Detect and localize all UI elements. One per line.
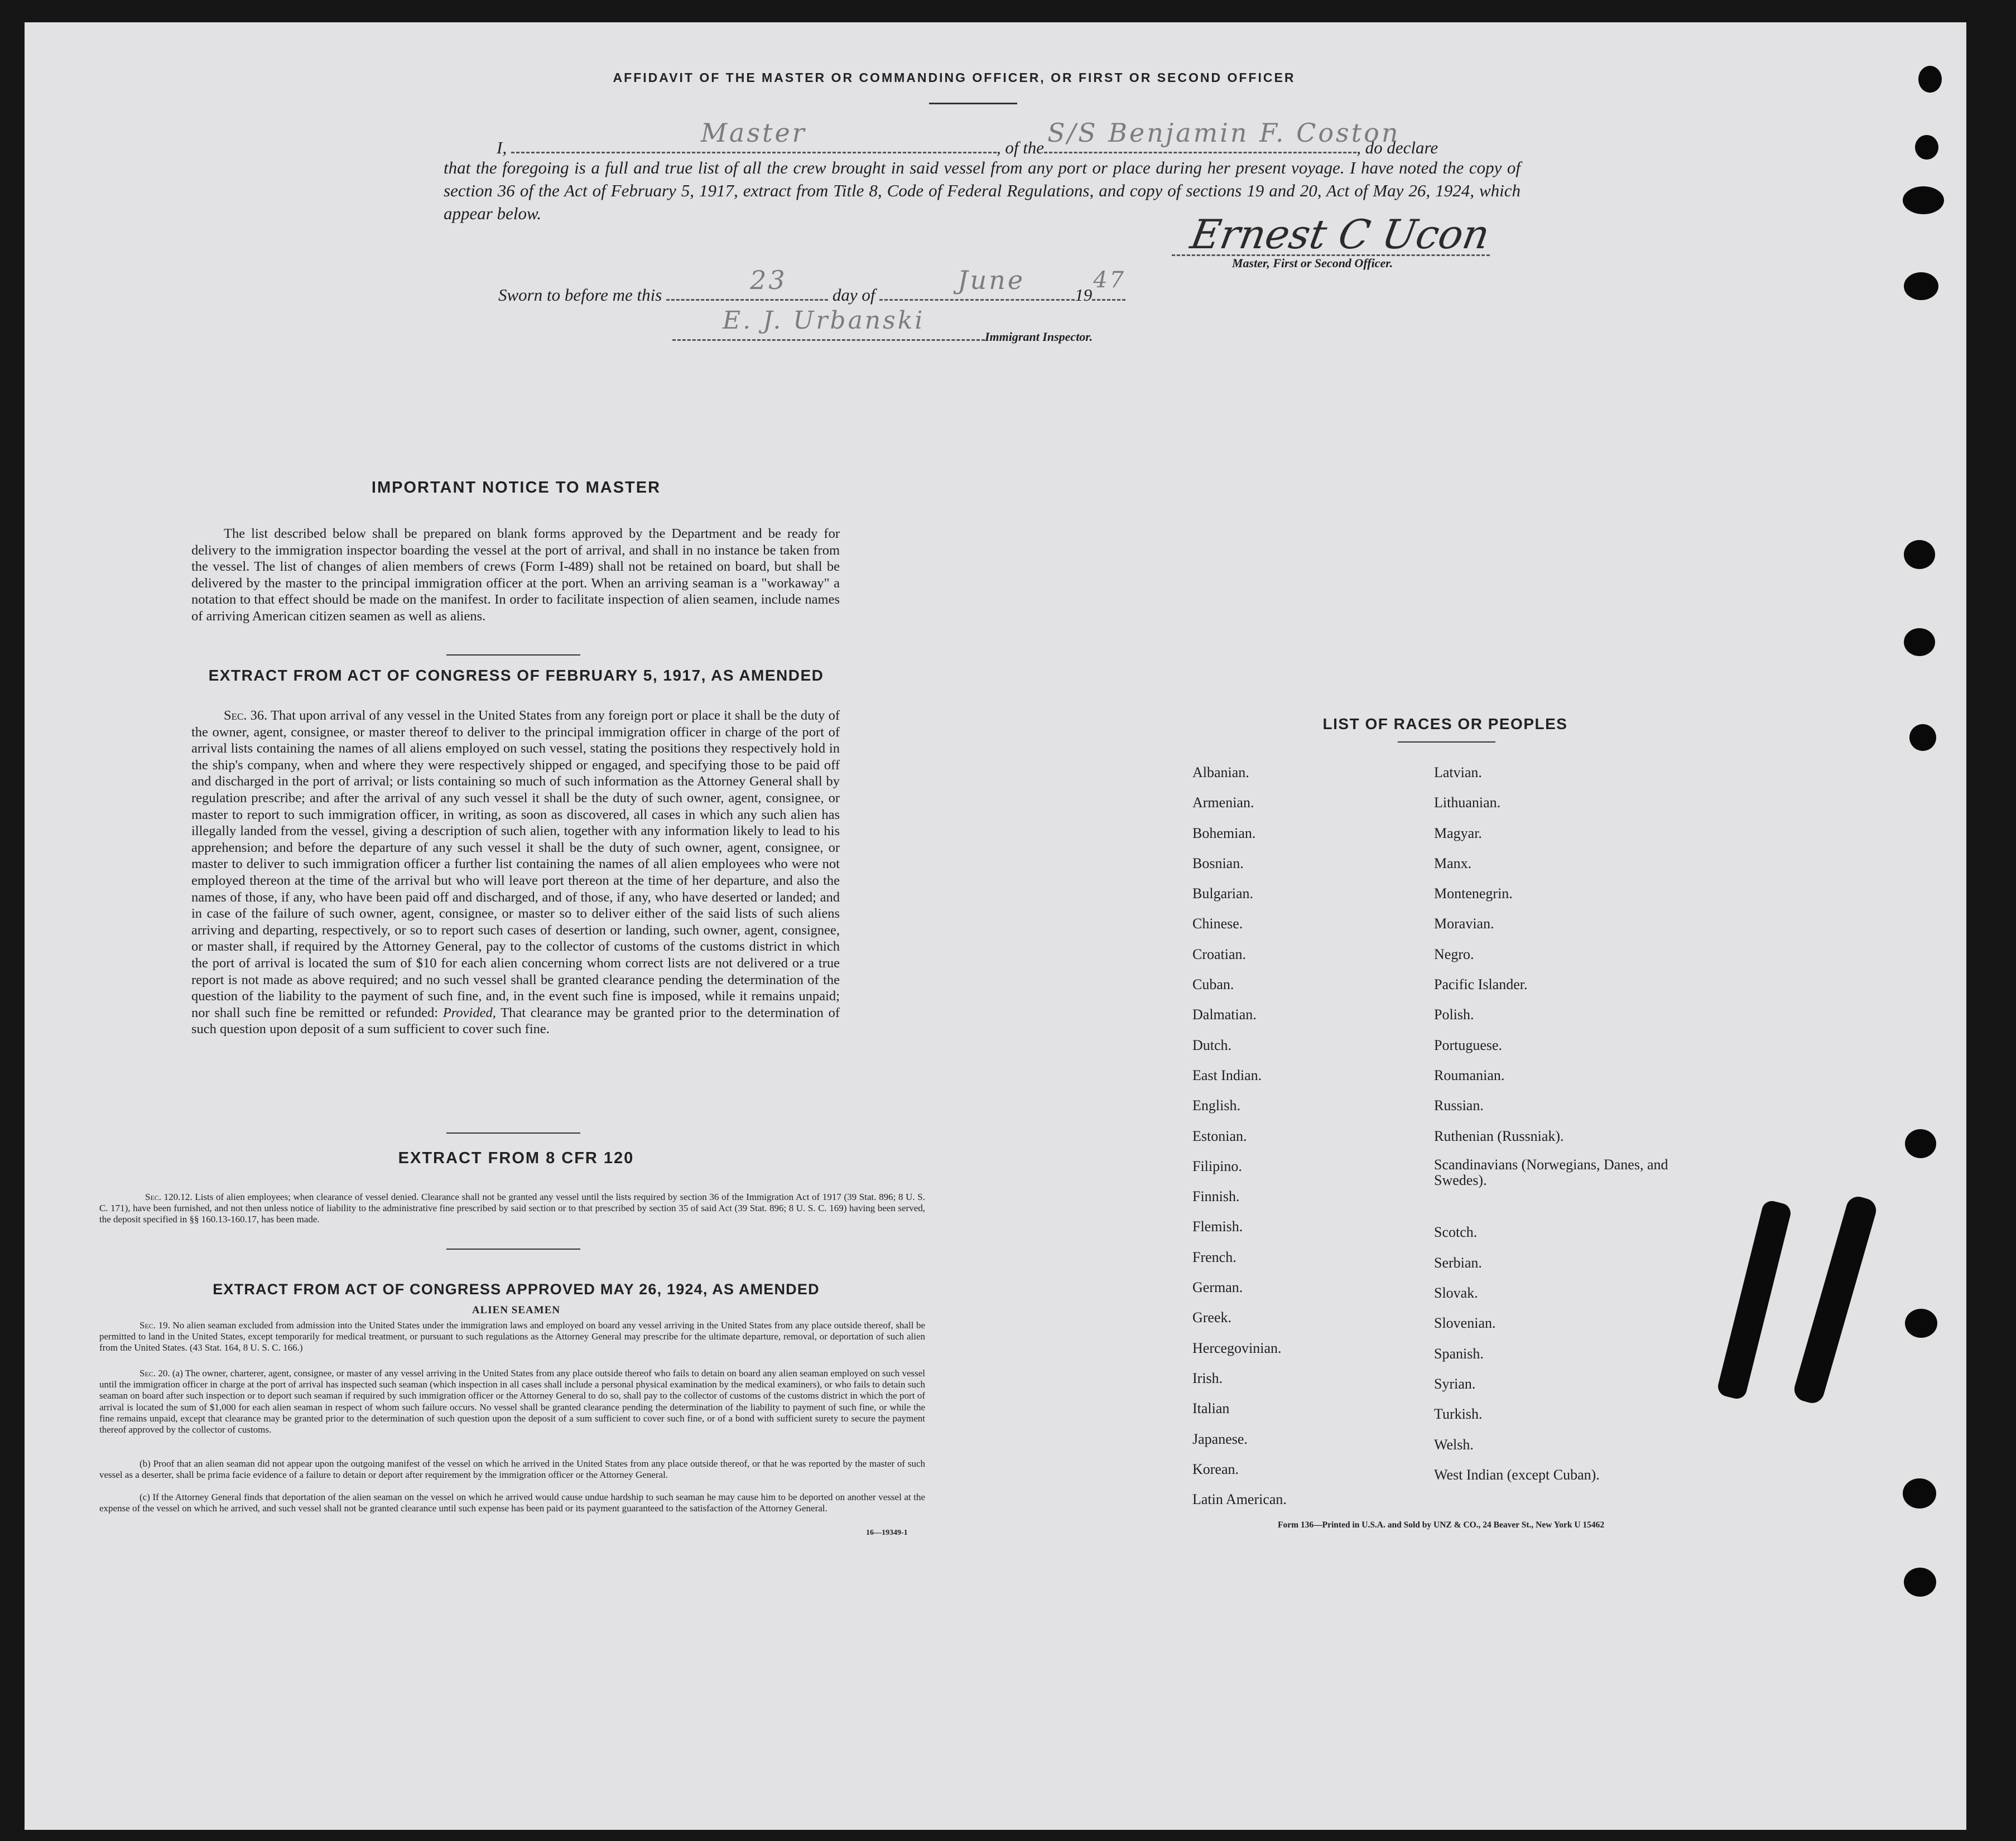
sec-19-text: No alien seaman excluded from admission into the United States under the immigration laws and employed on board any vessel arriving in the United States from any place outside thereof, shall be permitted to land in the United States, except temporarily for medical treatment, or pursuant to such regulations as the Attorney General may prescribe for the ultimate departure, removal, or deportation of such alien from the United States. (43 Stat. 164, 8 U. S. C. 166.) — [99, 1320, 926, 1353]
race-item: East Indian. — [1192, 1067, 1262, 1083]
race-item: Greek. — [1192, 1309, 1232, 1326]
notice-body: The list described below shall be prepared on blank forms approved by the Department and be ready for delivery to the immigration inspector boarding the vessel at the port of arrival, and shall in no instance be taken from the vessel. The list of changes of alien members of crews (Form I-489) shall not be retained on board, but shall be delivered by the master to the principal immigration officer at the port. When an arriving seaman is a "workaway" a notation to that effect should be made on the manifest. In order to facilitate inspection of alien seamen, include names of arriving American citizen seamen as well as aliens. — [191, 526, 840, 624]
cfr-body — [99, 1192, 925, 1226]
punch-hole — [1904, 628, 1935, 656]
printer-footer: Form 136—Printed in U.S.A. and Sold by UNZ & CO., 24 Beaver St., New York U 15462 — [1278, 1520, 1605, 1530]
punch-hole — [1905, 1129, 1936, 1158]
race-item: Bohemian. — [1192, 825, 1256, 841]
race-item: Portuguese. — [1434, 1037, 1503, 1053]
race-item: Moravian. — [1434, 915, 1494, 932]
affidavit-line1 — [497, 118, 1529, 159]
punch-hole — [1918, 66, 1942, 93]
affidavit-body: that the foregoing is a full and true list of all the crew brought in said vessel from any port or place during her present voyage. I have noted the copy of section 36 of the Act of February 5, 1917, extract from Title 8, Code of Federal Regulations, and copy of sections 19 and 20, Act of May 26, 1924, which appear below. — [444, 158, 1521, 223]
race-item: Syrian. — [1434, 1375, 1476, 1392]
race-item: Lithuanian. — [1434, 794, 1501, 811]
alien-seamen-subtitle: ALIEN SEAMEN — [471, 1304, 561, 1316]
race-item: Italian — [1192, 1400, 1230, 1417]
race-item: Slovenian. — [1434, 1315, 1496, 1332]
inspector-signature: E. J. Urbanski — [723, 306, 925, 335]
race-item: Cuban. — [1192, 976, 1234, 993]
extract-1917-body — [191, 707, 840, 1038]
extract-1917-rule — [446, 1132, 580, 1134]
year-handwritten: 47 — [1093, 267, 1127, 293]
notice-rule — [446, 654, 580, 656]
form-code: 16—19349-1 — [866, 1529, 908, 1537]
race-item: English. — [1192, 1097, 1240, 1114]
race-item: Korean. — [1192, 1461, 1239, 1477]
sec-120-label: Sec. 120.12. — [145, 1192, 193, 1202]
year-prefix: 19 — [1075, 285, 1093, 305]
inspector-caption: Immigrant Inspector. — [985, 330, 1093, 344]
races-title-rule — [1398, 741, 1495, 743]
races-left-column — [1192, 758, 1287, 1515]
affidavit-title-rule — [929, 103, 1017, 104]
day-field — [666, 265, 828, 301]
race-item: Welsh. — [1434, 1436, 1474, 1453]
punch-hole — [1905, 1309, 1937, 1338]
race-item: French. — [1192, 1249, 1236, 1265]
provided-text: That clearance may be granted prior to the determination of such question upon deposit of a sum sufficient to cover such fine. — [191, 1005, 840, 1037]
punch-hole — [1909, 724, 1936, 751]
race-item: German. — [1192, 1279, 1243, 1296]
race-item: Latin American. — [1192, 1491, 1287, 1508]
race-item: Albanian. — [1192, 764, 1249, 780]
sworn-label: Sworn to before me this — [498, 285, 662, 305]
day-of-label: day of — [832, 285, 875, 305]
race-item: Finnish. — [1192, 1188, 1240, 1205]
affidavit-declare: , do declare — [1356, 138, 1438, 157]
sec-20a-text: (a) The owner, charterer, agent, consignee, or master of any vessel arriving in the United States from any place outside thereof who fails to detain on board any alien seaman employed on such vessel until the immigration officer in charge at the port of arrival has inspected such seaman (which inspection in all cases shall include a personal physical examination by the medical examiners), or who fails to detain such seaman on board after such inspection or to deport such seaman if required by such immigration officer or the Attorney General to do so, shall pay to the collector of customs of the customs district in which the port of arrival is located the sum of $1,000 for each alien seaman in respect of whom such failure occurs. No vessel shall be granted clearance pending the determination of the liability to payment of such fine, or while the fine remains unpaid, except that clearance may be granted prior to the determination of such question upon the deposit of a sum sufficient to cover such fine, or of a bond with sufficient surety to secure the payment thereof approved by the collector of customs. — [99, 1368, 925, 1435]
extract-1924-title: EXTRACT FROM ACT OF CONGRESS APPROVED MAY 26, 1924, AS AMENDED — [213, 1281, 820, 1298]
races-title: LIST OF RACES OR PEOPLES — [1322, 715, 1568, 732]
punch-hole — [1903, 186, 1944, 214]
affidavit-i: I, — [497, 138, 507, 157]
race-item — [1434, 1187, 1674, 1217]
race-item: Filipino. — [1192, 1158, 1242, 1174]
master-name-field — [511, 118, 997, 153]
year-field — [1092, 267, 1127, 301]
master-name-handwritten: Master — [700, 118, 807, 148]
race-item: Magyar. — [1434, 825, 1482, 841]
race-item: Scandinavians (Norwegians, Danes, and Swedes). — [1434, 1156, 1668, 1188]
punch-hole — [1915, 135, 1938, 160]
punch-hole — [1904, 540, 1935, 569]
provided-label: Provided, — [442, 1005, 496, 1020]
cfr-title: EXTRACT FROM 8 CFR 120 — [398, 1149, 634, 1167]
race-item: Slovak. — [1434, 1285, 1478, 1302]
race-item: Bosnian. — [1192, 855, 1244, 871]
race-item: Dalmatian. — [1192, 1006, 1257, 1023]
race-item: Ruthenian (Russniak). — [1434, 1127, 1564, 1144]
day-handwritten: 23 — [750, 265, 787, 295]
race-item: Montenegrin. — [1434, 885, 1513, 902]
race-item: Dutch. — [1192, 1037, 1232, 1053]
race-item: West Indian (except Cuban). — [1434, 1466, 1600, 1483]
master-signature: Ernest C Ucon — [1187, 211, 1493, 258]
race-item: Serbian. — [1434, 1254, 1482, 1271]
race-item: Bulgarian. — [1192, 885, 1254, 902]
sec-20c-paragraph: (c) If the Attorney General finds that deportation of the alien seaman on the vessel on which he arrived would cause undue hardship to such seaman he may cause him to be deported on another vessel at the expense of the vessel on which he arrived, and such vessel shall not be granted clearance until such expense has been paid or its payment guaranteed to the satisfaction of the Attorney General. — [99, 1492, 925, 1514]
race-item: Latvian. — [1434, 764, 1482, 780]
race-item: Flemish. — [1192, 1218, 1243, 1235]
punch-hole — [1904, 272, 1938, 300]
race-item: Spanish. — [1434, 1345, 1484, 1362]
cfr-rule — [446, 1249, 580, 1250]
race-item: Negro. — [1434, 946, 1474, 962]
race-item: Estonian. — [1192, 1127, 1247, 1144]
race-item: Chinese. — [1192, 915, 1243, 932]
month-handwritten: June — [958, 265, 1026, 295]
races-right-column — [1434, 758, 1674, 1490]
punch-hole — [1903, 1478, 1936, 1509]
race-item: Armenian. — [1192, 794, 1254, 811]
race-item: Roumanian. — [1434, 1067, 1505, 1083]
vessel-name-handwritten: S/S Benjamin F. Coston — [1047, 118, 1401, 148]
notice-title: IMPORTANT NOTICE TO MASTER — [371, 479, 661, 497]
sec-19-paragraph — [99, 1320, 925, 1354]
sec-36-label: Sec. 36. — [224, 708, 268, 723]
race-item: Croatian. — [1192, 946, 1247, 962]
affidavit-of-the: , of the — [996, 138, 1045, 157]
inspector-line — [672, 306, 1093, 348]
race-item: Polish. — [1434, 1006, 1474, 1023]
sec-20b-paragraph: (b) Proof that an alien seaman did not appear upon the outgoing manifest of the vessel on which he arrived in the United States from any place outside thereof, or that he was reported by the master of such vessel as a deserter, shall be prima facie evidence of a failure to detain or deport after requirement by the immigration officer or the Attorney General. — [99, 1458, 925, 1481]
race-item: Japanese. — [1192, 1430, 1248, 1447]
sec-20a-paragraph — [99, 1368, 925, 1435]
sworn-line — [498, 265, 1127, 306]
punch-hole — [1904, 1568, 1936, 1597]
race-item: Hercegovinian. — [1192, 1339, 1282, 1356]
extract-1917-title: EXTRACT FROM ACT OF CONGRESS OF FEBRUARY 5, 1917, AS AMENDED — [208, 667, 824, 684]
sec-20-label: Sec. 20. — [139, 1368, 170, 1379]
race-item: Scotch. — [1434, 1224, 1478, 1241]
race-item: Russian. — [1434, 1097, 1484, 1114]
race-item: Manx. — [1434, 855, 1472, 871]
inspector-field — [672, 306, 985, 341]
race-item: Irish. — [1192, 1370, 1223, 1386]
month-field — [879, 265, 1075, 301]
race-item: Turkish. — [1434, 1406, 1483, 1423]
sec-36-text: That upon arrival of any vessel in the United States from any foreign port or place it shall be the duty of the owner, agent, consignee, or master thereof to deliver to the principal immigration officer in charge of the port of arrival lists containing the names of all aliens employed on such vessel, stating the positions they respectively hold in the ship's company, when and where they were respectively shipped or engaged, and specifying those to be paid off and discharged in the port of arrival; or lists containing so much of such information as the Attorney General shall by regulation prescribe; and after the arrival of any such vessel it shall be the duty of such owner, agent, consignee, or master to report to such immigration officer, in writing, as soon as discovered, all cases in which any such alien has illegally landed from the vessel, giving a description of such alien, together with any information likely to lead to his apprehension; and before the departure of any such vessel it shall be the duty of such owner, agent, consignee, or master to deliver to such immigration officer a further list containing the names of all alien employees who were not employed thereon at the time of the arrival but who will leave port thereon at the time of her departure, and also the names of those, if any, who have been paid off and discharged, and of those, if any, who have deserted or landed; and in case of the failure of such owner, agent, consignee, or master so to deliver either of the said lists of such aliens arriving and departing, respectively, or so to report such cases of desertion or landing, such owner, agent, consignee, or master shall, if required by the Attorney General, pay to the collector of customs of the customs district in which the port of arrival is located the sum of $10 for each alien concerning whom correct lists are not delivered or a true report is not made as above required; and no such vessel shall be granted clearance pending the determination of the question of the liability to the payment of such fine, and, in the event such fine is imposed, while it remains unpaid; nor shall such fine be remitted or refunded: — [191, 708, 840, 1020]
race-item: Pacific Islander. — [1434, 976, 1528, 993]
signature-caption: Master, First or Second Officer. — [1232, 256, 1393, 270]
vessel-name-field — [1044, 118, 1401, 153]
sec-120-text: Lists of alien employees; when clearance of vessel denied. Clearance shall not be granted any vessel until the lists required by section 36 of the Immigration Act of 1917 (39 Stat. 896; 8 U. S. C. 171), have been furnished, and not then unless notice of liability to the administrative fine prescribed by said section or to that prescribed by section 35 of said Act (39 Stat. 896; 8 U. S. C. 169) having been served, the deposit specified in §§ 160.13-160.17, has been made. — [99, 1192, 925, 1225]
sec-19-label: Sec. 19. — [139, 1320, 170, 1331]
affidavit-title: AFFIDAVIT OF THE MASTER OR COMMANDING OFFICER, OR FIRST OR SECOND OFFICER — [613, 70, 1296, 85]
